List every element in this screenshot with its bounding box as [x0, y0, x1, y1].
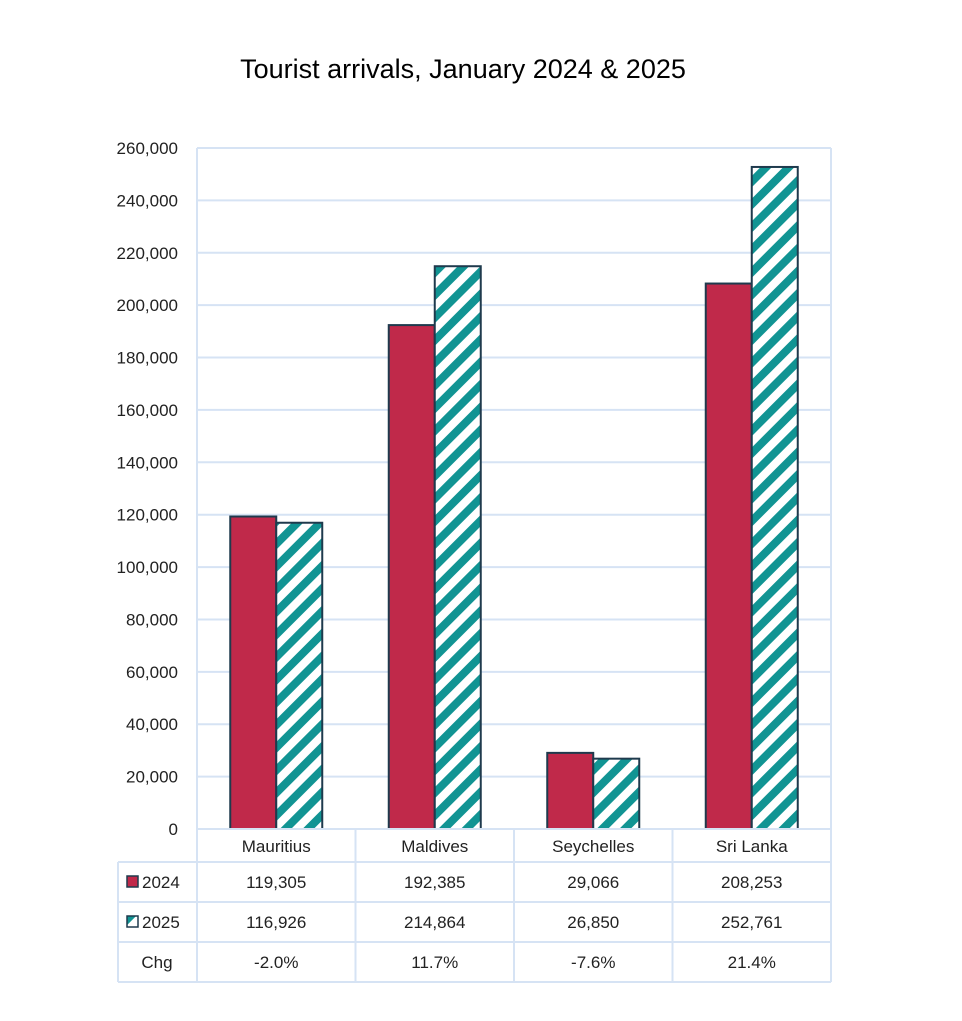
y-tick-label: 20,000 — [126, 767, 178, 787]
y-tick-label: 220,000 — [116, 243, 178, 263]
data-label-2025: 252,761 — [721, 913, 783, 932]
y-tick-label: 200,000 — [116, 296, 178, 316]
bar-2024-seychelles — [547, 753, 593, 829]
bar-2025-seychelles — [593, 759, 639, 829]
legend-swatch-2025 — [127, 916, 138, 927]
chart-title: Tourist arrivals, January 2024 & 2025 — [240, 54, 686, 84]
change-label: -7.6% — [571, 953, 616, 972]
legend-swatch-2024 — [127, 876, 138, 887]
row-label-chg: Chg — [141, 953, 173, 972]
bar-2024-sri-lanka — [706, 284, 752, 829]
data-label-2024: 208,253 — [721, 873, 783, 892]
x-category-label: Seychelles — [552, 837, 635, 856]
y-tick-label: 140,000 — [116, 453, 178, 473]
data-label-2024: 192,385 — [404, 873, 466, 892]
bar-2025-maldives — [435, 266, 481, 829]
y-tick-label: 260,000 — [116, 139, 178, 158]
y-tick-label: 180,000 — [116, 348, 178, 368]
change-label: 11.7% — [411, 953, 459, 972]
legend-label-2024: 2024 — [142, 873, 180, 892]
x-category-label: Mauritius — [241, 837, 311, 856]
data-label-2025: 26,850 — [567, 913, 620, 932]
bar-2024-maldives — [389, 325, 435, 829]
y-tick-label: 240,000 — [116, 191, 178, 211]
change-label: 21.4% — [727, 953, 776, 972]
y-tick-label: 100,000 — [116, 558, 178, 578]
bar-2025-mauritius — [276, 523, 322, 829]
data-label-2024: 29,066 — [567, 873, 620, 892]
y-tick-label: 80,000 — [126, 610, 178, 630]
x-category-label: Sri Lanka — [715, 837, 788, 856]
data-label-2024: 119,305 — [246, 873, 307, 892]
y-tick-label: 0 — [168, 820, 178, 839]
bar-2025-sri-lanka — [752, 167, 798, 829]
y-tick-label: 160,000 — [116, 400, 178, 420]
y-tick-label: 40,000 — [126, 715, 178, 735]
data-label-2025: 214,864 — [404, 913, 466, 932]
x-category-label: Maldives — [401, 837, 469, 856]
legend-label-2025: 2025 — [142, 913, 180, 932]
y-tick-label: 60,000 — [126, 662, 178, 682]
y-tick-label: 120,000 — [116, 505, 178, 525]
change-label: -2.0% — [254, 953, 299, 972]
bar-2024-mauritius — [230, 517, 276, 829]
data-label-2025: 116,926 — [246, 913, 307, 932]
